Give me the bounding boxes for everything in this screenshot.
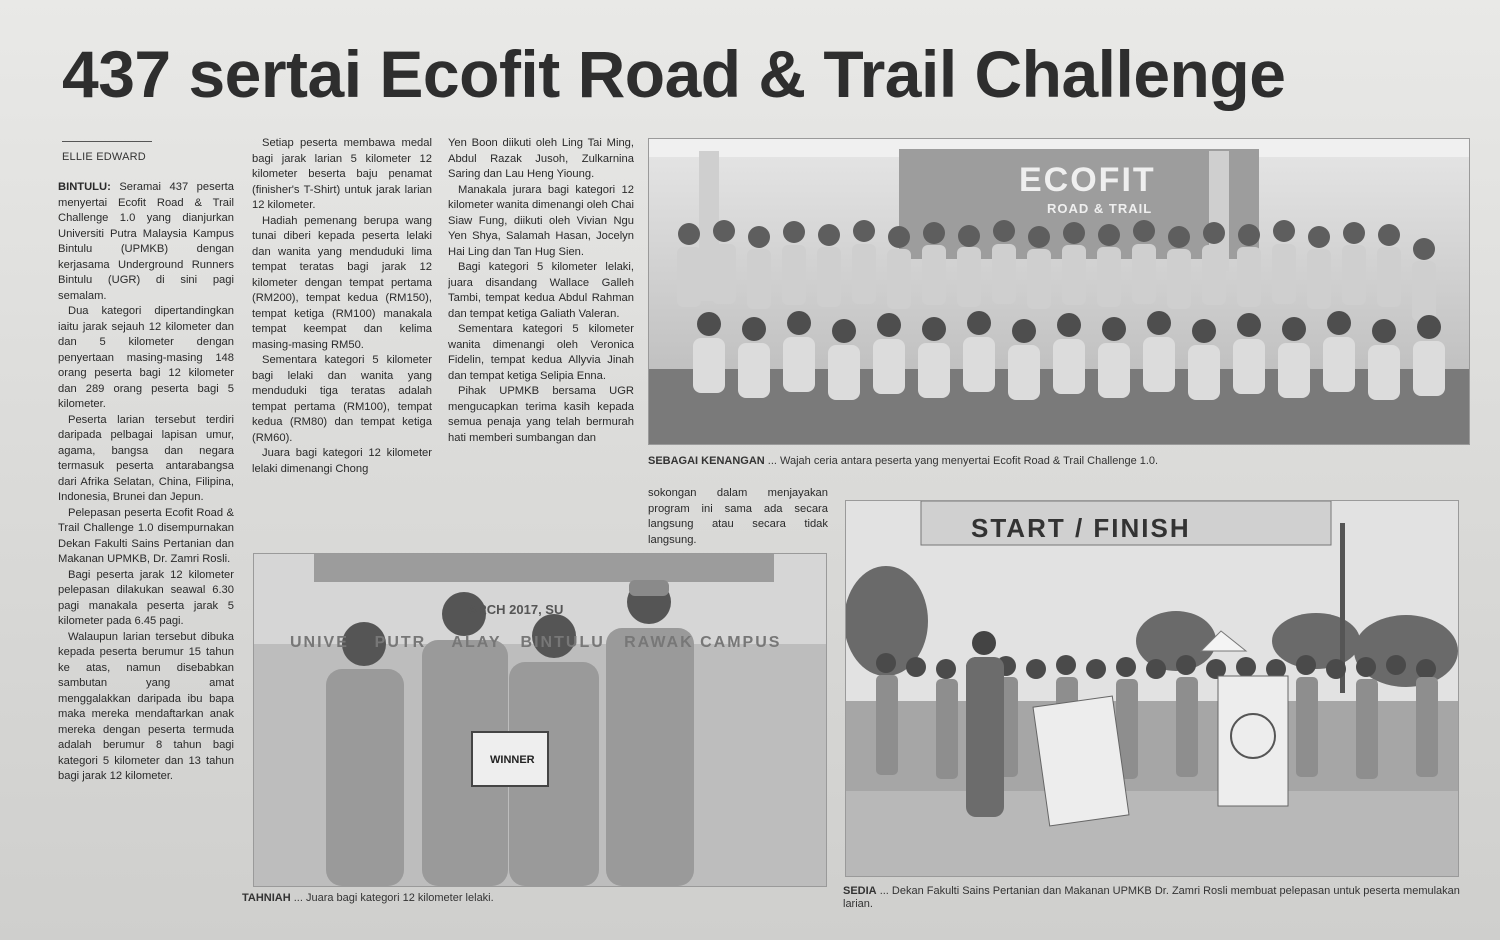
article-column-4 <box>648 486 828 548</box>
ecofit-banner-subtitle: ROAD & TRAIL <box>1047 201 1153 216</box>
paragraph <box>58 180 234 304</box>
article-column-3 <box>448 136 634 546</box>
paragraph: Walaupun larian tersebut dibuka kepada peserta berumur 15 tahun ke atas, namun disebabkan sambutan yang amat menggalakkan daripada ibu bapa maka mereka mendaftarkan anak mereka dengan peserta termuda adalah berumur 8 tahun bagi kategori 5 kilometer dan 13 tahun bagi jarak 12 kilometer. <box>58 630 234 782</box>
caption-label: SEBAGAI KENANGAN <box>648 455 765 467</box>
caption-label: SEDIA <box>843 885 877 897</box>
paragraph: Bagi kategori 5 kilometer lelaki, juara disandang Wallace Galleh Tambi, tempat kedua Abdul Rahman dan tempat ketiga Galiath Valeran. <box>448 261 634 320</box>
paragraph: Dua kategori dipertandingkan iaitu jarak sejauh 12 kilometer dan dan 5 kilometer dengan penyertaan masing-masing 148 orang peserta bagi 12 kilometer dan 289 orang peserta bagi 5 kilometer. <box>58 305 234 410</box>
winner-sign-text: WINNER <box>490 754 535 766</box>
caption-text: ... Dekan Fakulti Sains Pertanian dan Makanan UPMKB Dr. Zamri Rosli membuat pelepasan untuk peserta memulakan larian. <box>843 885 1460 910</box>
paragraph: Sementara kategori 5 kilometer wanita dimenangi oleh Veronica Fidelin, tempat kedua Allyvia Jinah dan tempat ketiga Selipia Enna. <box>448 323 634 382</box>
article-column-1 <box>58 180 234 905</box>
paragraph: Hadiah pemenang berupa wang tunai diberi kepada peserta lelaki dan wanita yang menduduki lima tempat teratas bagi jarak 12 kilometer dengan tempat pertama (RM200), tempat kedua (RM150), tempat ketiga (RM100) manakala tempat keempat dan kelima masing-masing RM50. <box>252 214 432 351</box>
article-column-2 <box>252 136 432 544</box>
caption-text: ... Wajah ceria antara peserta yang menyertai Ecofit Road & Trail Challenge 1.0. <box>767 455 1159 467</box>
group-photo <box>648 138 1470 445</box>
paragraph: Peserta larian tersebut terdiri daripada pelbagai lapisan umur, agama, bangsa dan negara termasuk peserta antarabangsa dari Afrika Selatan, China, Filipina, Indonesia, Brunei dan Jepun. <box>58 413 234 503</box>
paragraph: Manakala jurara bagi kategori 12 kilometer wanita dimenangi oleh Chai Siaw Fung, diikuti oleh Vivian Ngu Yen Shya, Salamah Hasan, Jocelyn Hai Ling dan Tan Hug Sien. <box>448 183 634 258</box>
paragraph-text: Seramai 437 peserta menyertai Ecofit Road & Trail Challenge 1.0 yang dianjurkan Universiti Putra Malaysia Kampus Bintulu (UPMKB) dengan kerjasama Underground Runners Bintulu (UGR) di sini pagi semalam. <box>58 181 234 302</box>
article-headline: 437 sertai Ecofit Road & Trail Challenge <box>62 37 1286 111</box>
winners-photo <box>253 553 827 887</box>
paragraph: Bagi peserta jarak 12 kilometer pelepasan dilakukan seawal 6.30 pagi manakala peserta jarak 5 kilometer pada 6.45 pagi. <box>58 568 234 627</box>
paragraph: Juara bagi kategori 12 kilometer lelaki dimenangi Chong <box>252 447 432 475</box>
start-finish-photo <box>845 500 1459 877</box>
paragraph: Pelepasan peserta Ecofit Road & Trail Challenge 1.0 disempurnakan Dekan Fakulti Sains Pertanian dan Makanan UPMKB, Dr. Zamri Rosli. <box>58 506 234 565</box>
start-finish-banner-text: START / FINISH <box>971 513 1191 543</box>
paragraph: Pihak UPMKB bersama UGR mengucapkan terima kasih kepada semua penaja yang telah bermurah hati memberi sumbangan dan <box>448 385 634 444</box>
caption-label: TAHNIAH <box>242 892 291 904</box>
paragraph: Setiap peserta membawa medal bagi jarak larian 5 kilometer 12 kilometer beserta baju penamat (finisher's T-Shirt) untuk jarak larian 12 kilometer. <box>252 137 432 211</box>
winners-photo-caption <box>242 892 822 905</box>
winners-backdrop-text: UNIVE PUTR ALAY BINTULU RAWAK CAMPUS <box>290 634 782 651</box>
ecofit-banner-title: ECOFIT <box>1019 161 1156 199</box>
start-finish-scene <box>846 501 1458 876</box>
group-photo-caption <box>648 455 1468 468</box>
paragraph: Sementara kategori 5 kilometer bagi lelaki dan wanita yang menduduki tiga teratas adalah tempat pertama (RM100), tempat kedua (RM80) dan tempat ketiga (RM60). <box>252 354 432 444</box>
paragraph: Yen Boon diikuti oleh Ling Tai Ming, Abdul Razak Jusoh, Zulkarnina Saring dan Lau Heng Yioung. <box>448 137 634 180</box>
dateline: BINTULU: <box>58 181 111 193</box>
byline: ELLIE EDWARD <box>62 151 146 163</box>
caption-text: ... Juara bagi kategori 12 kilometer lelaki. <box>293 892 494 904</box>
winners-date-text: ARCH 2017, SU <box>468 602 564 617</box>
byline-rule <box>62 141 152 142</box>
paragraph: sokongan dalam menjayakan program ini sama ada secara langsung atau secara tidak langsung. <box>648 487 828 546</box>
start-finish-caption <box>843 885 1463 911</box>
